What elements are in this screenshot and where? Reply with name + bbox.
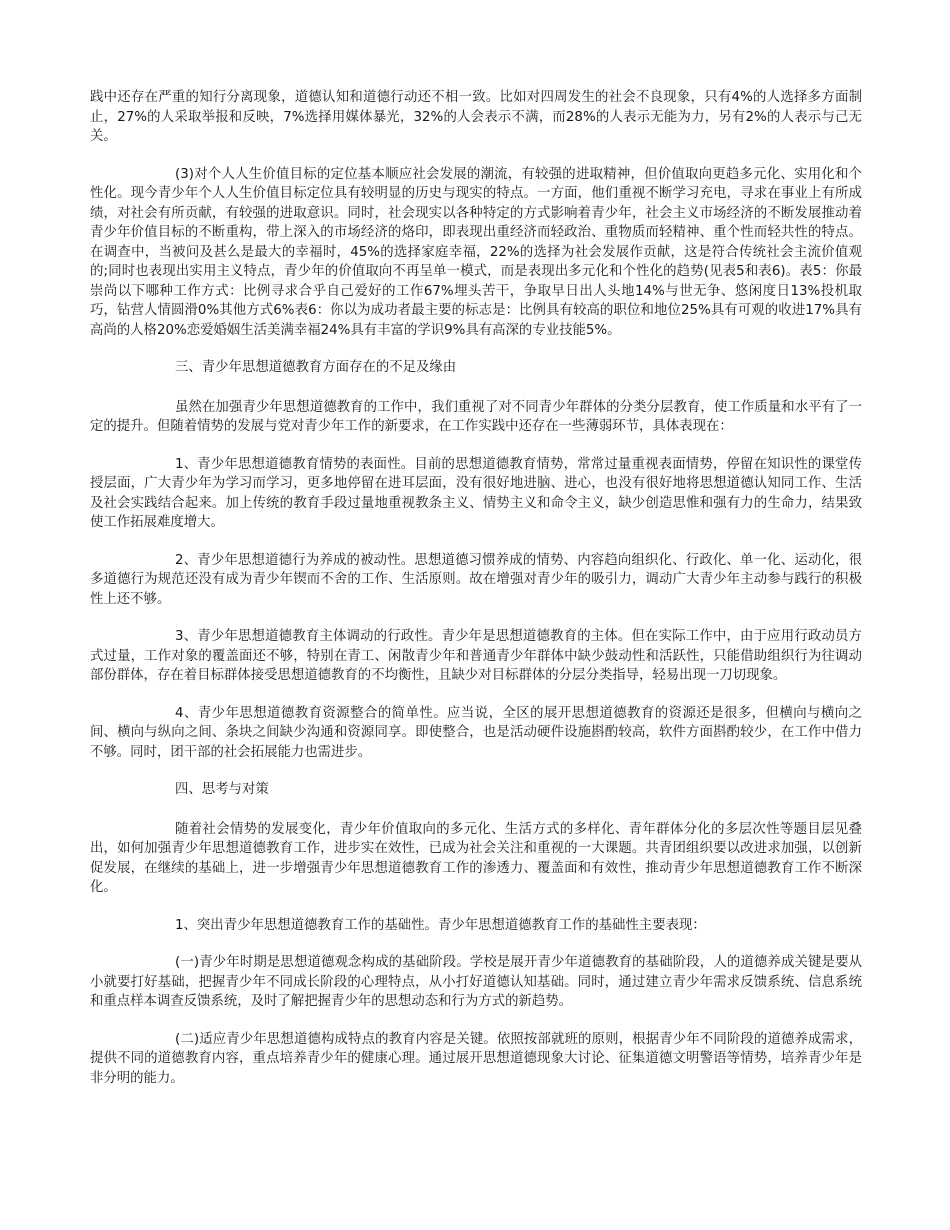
paragraph-countermeasure-1: 1、突出青少年思想道德教育工作的基础性。青少年思想道德教育工作的基础性主要表现：	[175, 917, 706, 933]
paragraph-intro-shortcomings: 虽然在加强青少年思想道德教育的工作中，我们重视了对不同青少年群体的分类分层教育，使工作质量和水平有了一定的提升。但随着情势的发展与党对青少年工作的新要求，在工作实践中还存在一些薄弱环节，具体表现在：	[90, 399, 862, 434]
paragraph-item-3: 3、青少年思想道德教育主体调动的行政性。青少年是思想道德教育的主体。但在实际工作中，由于应用行政动员方式过量，工作对象的覆盖面还不够，特别在青工、闲散青少年和普通青少年群体中缺少鼓动性和活跃性，只能借助组织行为往调动部份群体，存在着目标群体接受思想道德教育的不均衡性，且缺少对目标群体的分层分类指导，轻易出现一刀切现象。	[90, 629, 862, 683]
paragraph-item-1: 1、青少年思想道德教育情势的表面性。目前的思想道德教育情势，常常过量重视表面情势，停留在知识性的课堂传授层面，广大青少年为学习而学习，更多地停留在进耳层面，没有很好地进脑、进心，也没有很好地将思想道德认知同工作、生活及社会实践结合起来。加上传统的教育手段过量地重视教条主义、情势主义和命令主义，缺少创造思惟和强有力的生命力，结果致使工作拓展难度增大。	[90, 456, 862, 530]
section-heading-three: 三、青少年思想道德教育方面存在的不足及缘由	[175, 360, 457, 375]
paragraph-value-goals: (3)对个人人生价值目标的定位基本顺应社会发展的潮流，有较强的进取精神，但价值取向更趋多元化、实用化和个性化。现今青少年个人人生价值目标定位具有较明显的历史与现实的特点。一方面，他们重视不断学习充电，寻求在事业上有所成绩，对社会有所贡献，有较强的进取意识。同时，社会现实以各种特定的方式影响着青少年，社会主义市场经济的不断发展推动着青少年价值目标的不断重构，带上深入的市场经济的烙印，即表现出重经济而轻政治、重物质而轻精神、重个性而轻共性的特点。在调查中，当被问及甚么是最大的幸福时，45%的选择家庭幸福，22%的选择为社会发展作贡献，这是符合传统社会主流价值观的;同时也表现出实用主义特点，青少年的价值取向不再呈单一模式，而是表现出多元化和个性化的趋势(见表5和表6)。表5：你最崇尚以下哪种工作方式：比例寻求合乎自己爱好的工作67%埋头苦干，争取早日出人头地14%与世无争、悠闲度日13%投机取巧，钻营人情圆滑0%其他方式6%表6：你以为成功者最主要的标志是：比例具有较高的职位和地位25%具有可观的收进17%具有高尚的人格20%恋爱婚姻生活美满幸福24%具有丰富的学识9%具有高深的专业技能5%。	[90, 166, 862, 338]
section-heading-four: 四、思考与对策	[175, 782, 269, 797]
paragraph-item-2: 2、青少年思想道德行为养成的被动性。思想道德习惯养成的情势、内容趋向组织化、行政化、单一化、运动化，很多道德行为规范还没有成为青少年锲而不舍的工作、生活原则。故在增强对青少年的吸引力，调动广大青少年主动参与践行的积极性上还不够。	[90, 552, 862, 607]
paragraph-item-4: 4、青少年思想道德教育资源整合的简单性。应当说，全区的展开思想道德教育的资源还是很多，但横向与横向之间、横向与纵向之间、条块之间缺少沟通和资源同享。即使整合，也是活动硬件设施斟酌较高，软件方面斟酌较少，在工作中借力不够。同时，团干部的社会拓展能力也需进步。	[90, 705, 862, 760]
document-page	[90, 88, 862, 1106]
paragraph-sub-two: (二)适应青少年思想道德构成特点的教育内容是关键。依照按部就班的原则，根据青少年不同阶段的道德养成需求，提供不同的道德教育内容，重点培养青少年的健康心理。通过展开思想道德现象大讨论、征集道德文明警语等情势，培养青少年是非分明的能力。	[90, 1031, 862, 1086]
paragraph-countermeasures-intro: 随着社会情势的发展变化，青少年价值取向的多元化、生活方式的多样化、青年群体分化的多层次性等题目层见叠出，如何加强青少年思想道德教育工作，进步实在效性，已成为社会关注和重视的一大课题。共青团组织要以改进求加强，以创新促发展，在继续的基础上，进一步增强青少年思想道德教育工作的渗透力、覆盖面和有效性，推动青少年思想道德教育工作不断深化。	[90, 821, 862, 895]
paragraph-sub-one: (一)青少年时期是思想道德观念构成的基础阶段。学校是展开青少年道德教育的基础阶段，人的道德养成关键是要从小就要打好基础，把握青少年不同成长阶段的心理特点，从小打好道德认知基础。同时，通过建立青少年需求反馈系统、信息系统和重点样本调查反馈系统，及时了解把握青少年的思想动态和行为方式的新趋势。	[90, 955, 862, 1009]
paragraph-continuation: 践中还存在严重的知行分离现象，道德认知和道德行动还不相一致。比如对四周发生的社会不良现象，只有4%的人选择多方面制止，27%的人采取举报和反映，7%选择用媒体暴光，32%的人会表示不满，而28%的人表示无能为力，另有2%的人表示与己无关。	[90, 90, 862, 144]
